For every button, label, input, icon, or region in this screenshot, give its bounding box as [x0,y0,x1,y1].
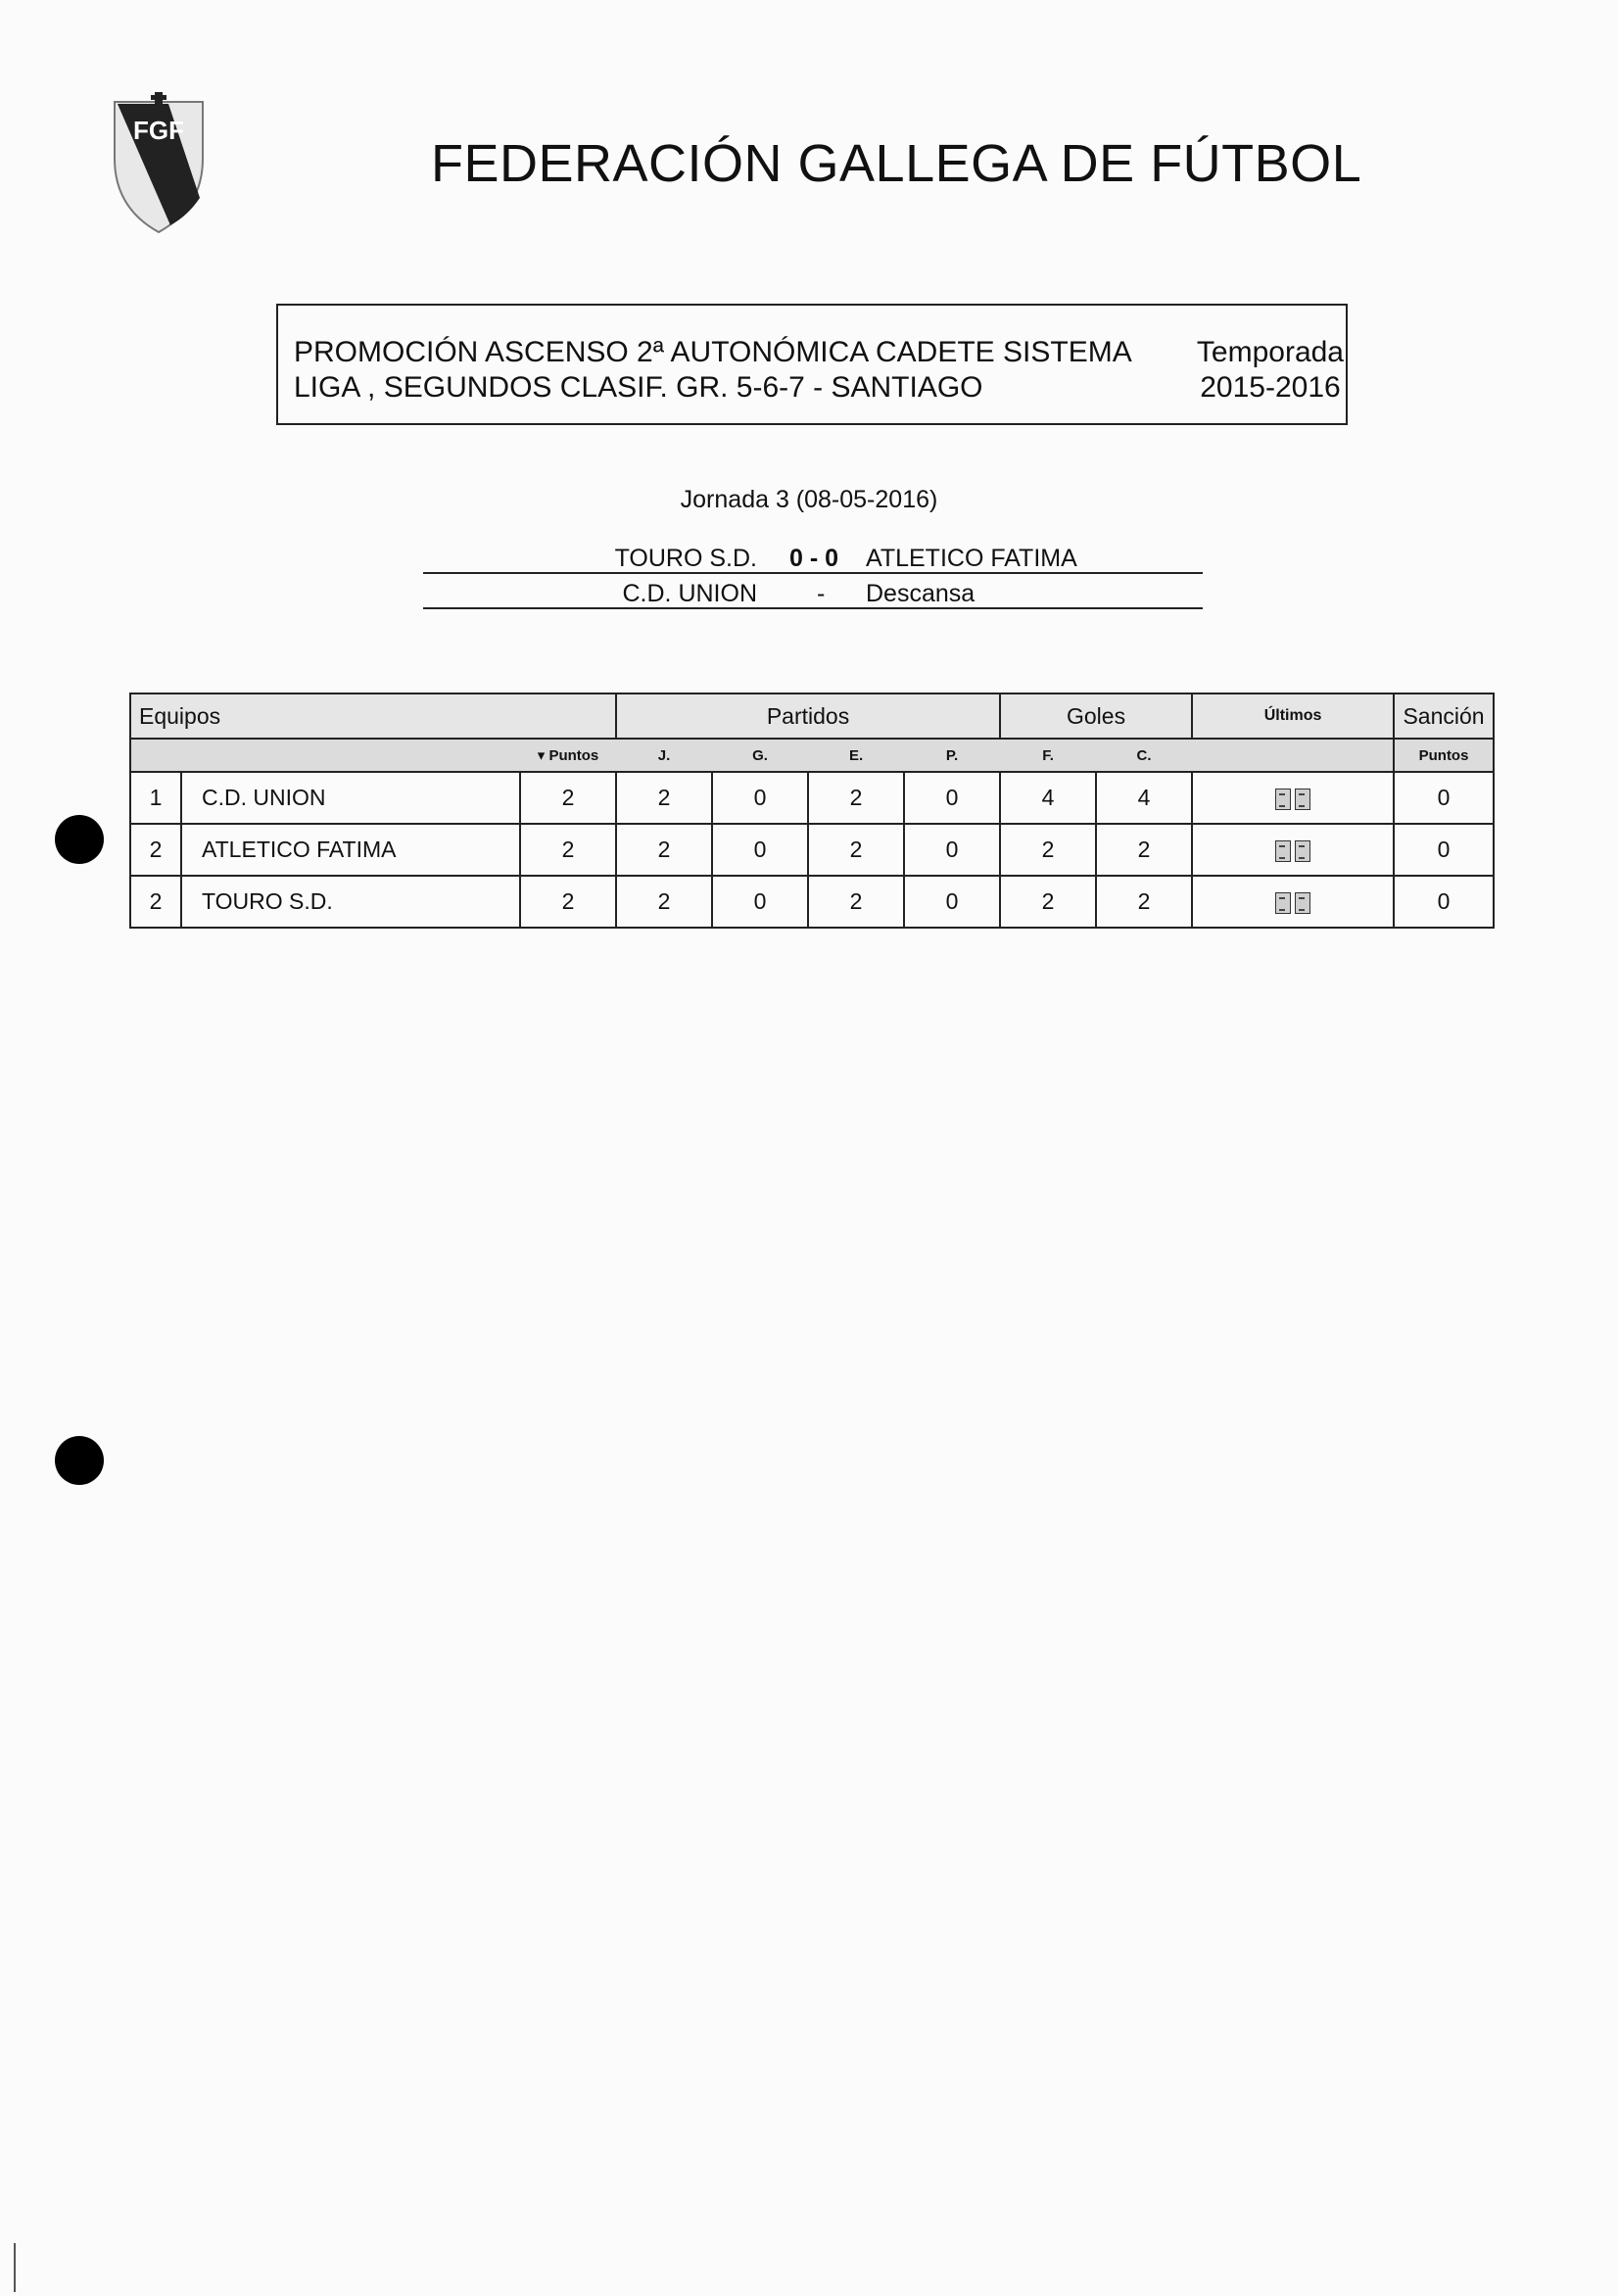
table-row [130,772,1494,824]
row-goals-for: 2 [1000,824,1096,876]
punch-hole [55,1436,104,1485]
match-score: 0 - 0 [789,545,839,572]
row-points: 2 [520,876,616,928]
competition-name-line2: LIGA , SEGUNDOS CLASIF. GR. 5-6-7 - SANTIAGO [294,371,983,404]
logo-letters: FGF [133,116,184,145]
row-sanction: 0 [1394,772,1494,824]
federation-title: FEDERACIÓN GALLEGA DE FÚTBOL [431,134,1362,193]
row-won: 0 [712,876,808,928]
sub-header-spacer [130,739,520,772]
sub-header-sancion-puntos: Puntos [1394,739,1494,772]
row-position: 2 [130,876,181,928]
row-position: 2 [130,824,181,876]
match-home-team: C.D. UNION [622,580,757,607]
sub-header-e: E. [808,739,904,772]
draw-result-icon [1295,892,1310,914]
row-goals-against: 4 [1096,772,1192,824]
header-goles: Goles [1000,694,1192,739]
round-title: Jornada 3 (08-05-2016) [680,486,938,513]
sub-header-row [130,739,1494,772]
sub-header-f: F. [1000,739,1096,772]
standings-table [129,693,1495,929]
header-sancion: Sanción [1394,694,1494,739]
scan-edge-mark [14,2243,16,2292]
match-away-team: ATLETICO FATIMA [866,545,1077,572]
season-label: Temporada [1196,336,1344,368]
match-away-team: Descansa [866,580,976,607]
draw-result-icon [1275,840,1291,862]
sub-header-g: G. [712,739,808,772]
row-goals-against: 2 [1096,824,1192,876]
row-goals-against: 2 [1096,876,1192,928]
row-position: 1 [130,772,181,824]
match-row [423,574,1203,609]
sort-puntos[interactable]: ▾ Puntos [520,739,616,772]
match-home-team: TOURO S.D. [614,545,757,572]
row-points: 2 [520,772,616,824]
match-score: - [817,580,826,607]
row-goals-for: 2 [1000,876,1096,928]
sub-header-spacer [1192,739,1394,772]
header-partidos: Partidos [616,694,1000,739]
competition-name-line1: PROMOCIÓN ASCENSO 2ª AUTONÓMICA CADETE SISTEMA [294,336,1132,368]
draw-result-icon [1295,789,1310,810]
season-value: 2015-2016 [1200,371,1341,404]
row-team: C.D. UNION [181,772,520,824]
row-team: TOURO S.D. [181,876,520,928]
row-points: 2 [520,824,616,876]
row-goals-for: 4 [1000,772,1096,824]
sub-header-p: P. [904,739,1000,772]
federation-logo [110,90,208,237]
row-lost: 0 [904,824,1000,876]
draw-result-icon [1275,789,1291,810]
row-played: 2 [616,772,712,824]
table-row [130,824,1494,876]
row-last-results [1192,824,1394,876]
season-block [1197,335,1344,406]
row-sanction: 0 [1394,824,1494,876]
row-won: 0 [712,824,808,876]
punch-hole [55,815,104,864]
match-row [423,539,1203,574]
row-played: 2 [616,824,712,876]
row-lost: 0 [904,876,1000,928]
draw-result-icon [1275,892,1291,914]
group-header-row [130,694,1494,739]
row-last-results [1192,876,1394,928]
row-drawn: 2 [808,824,904,876]
row-team: ATLETICO FATIMA [181,824,520,876]
sub-header-j: J. [616,739,712,772]
header-ultimos: Últimos [1192,694,1394,739]
row-lost: 0 [904,772,1000,824]
row-drawn: 2 [808,772,904,824]
row-played: 2 [616,876,712,928]
table-row [130,876,1494,928]
row-won: 0 [712,772,808,824]
competition-box [276,304,1348,425]
competition-name [294,335,1132,406]
row-sanction: 0 [1394,876,1494,928]
sub-header-c: C. [1096,739,1192,772]
row-drawn: 2 [808,876,904,928]
draw-result-icon [1295,840,1310,862]
row-last-results [1192,772,1394,824]
header-equipos: Equipos [130,694,616,739]
